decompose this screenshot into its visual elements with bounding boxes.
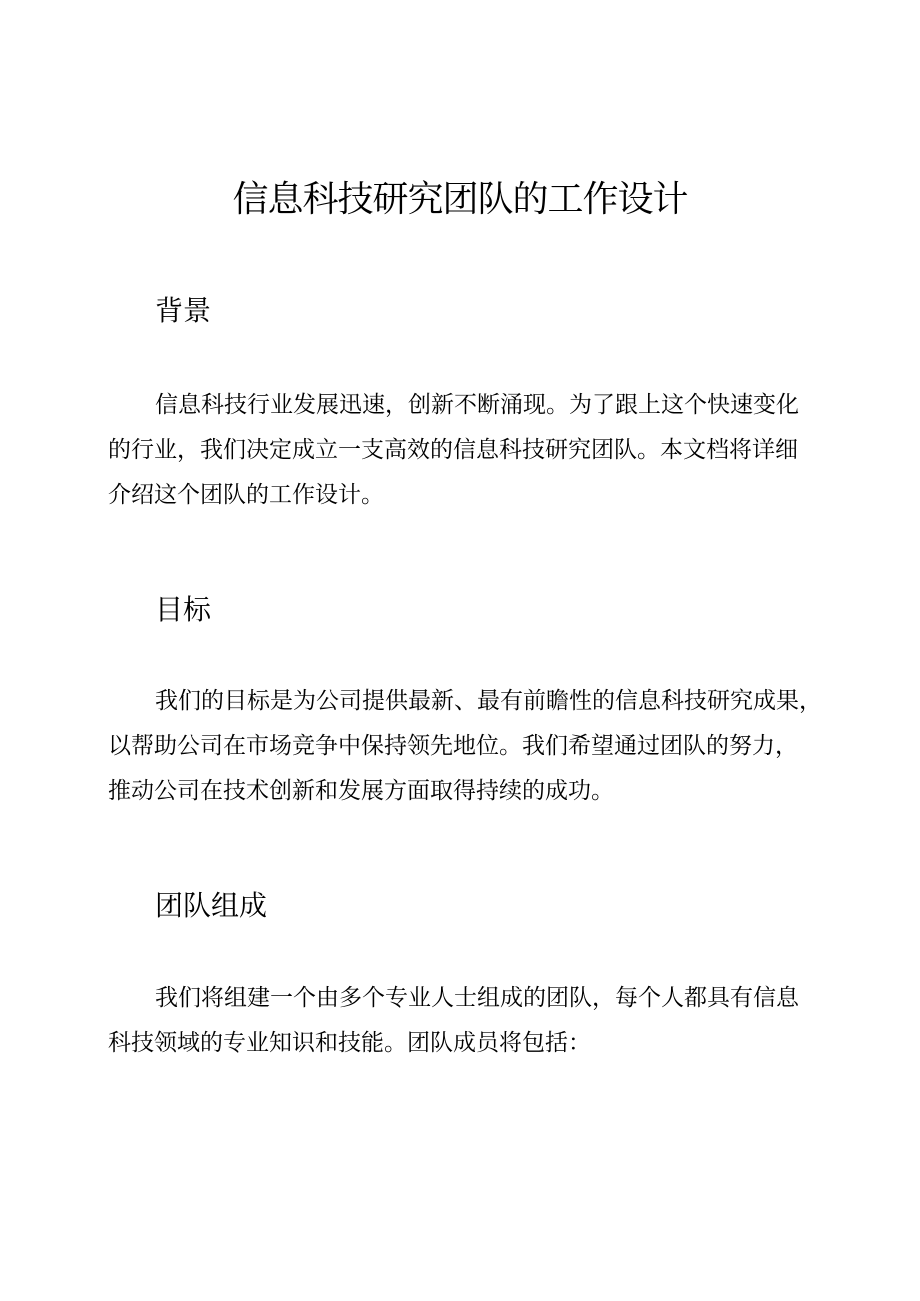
- paragraph-line: 我们的目标是为公司提供最新、最有前瞻性的信息科技研究成果，: [155, 688, 822, 714]
- paragraph-team: [108, 976, 812, 1066]
- paragraph-line: 推动公司在技术创新和发展方面取得持续的成功。: [108, 778, 614, 804]
- section-heading-team: 团队组成: [155, 889, 268, 922]
- section-heading-background: 背景: [155, 294, 212, 327]
- section-heading-goal: 目标: [155, 593, 212, 626]
- paragraph-line: 我们将组建一个由多个专业人士组成的团队，每个人都具有信息: [155, 985, 799, 1011]
- paragraph-line: 介绍这个团队的工作设计。: [108, 482, 384, 508]
- paragraph-background: [108, 383, 812, 518]
- paragraph-line: 信息科技行业发展迅速，创新不断涌现。为了跟上这个快速变化: [155, 392, 799, 418]
- document-title: 信息科技研究团队的工作设计: [232, 179, 688, 220]
- paragraph-line: 科技领域的专业知识和技能。团队成员将包括：: [108, 1030, 591, 1056]
- paragraph-line: 的行业，我们决定成立一支高效的信息科技研究团队。本文档将详细: [108, 437, 798, 463]
- paragraph-line: 以帮助公司在市场竞争中保持领先地位。我们希望通过团队的努力，: [108, 733, 798, 759]
- paragraph-goal: [108, 679, 822, 814]
